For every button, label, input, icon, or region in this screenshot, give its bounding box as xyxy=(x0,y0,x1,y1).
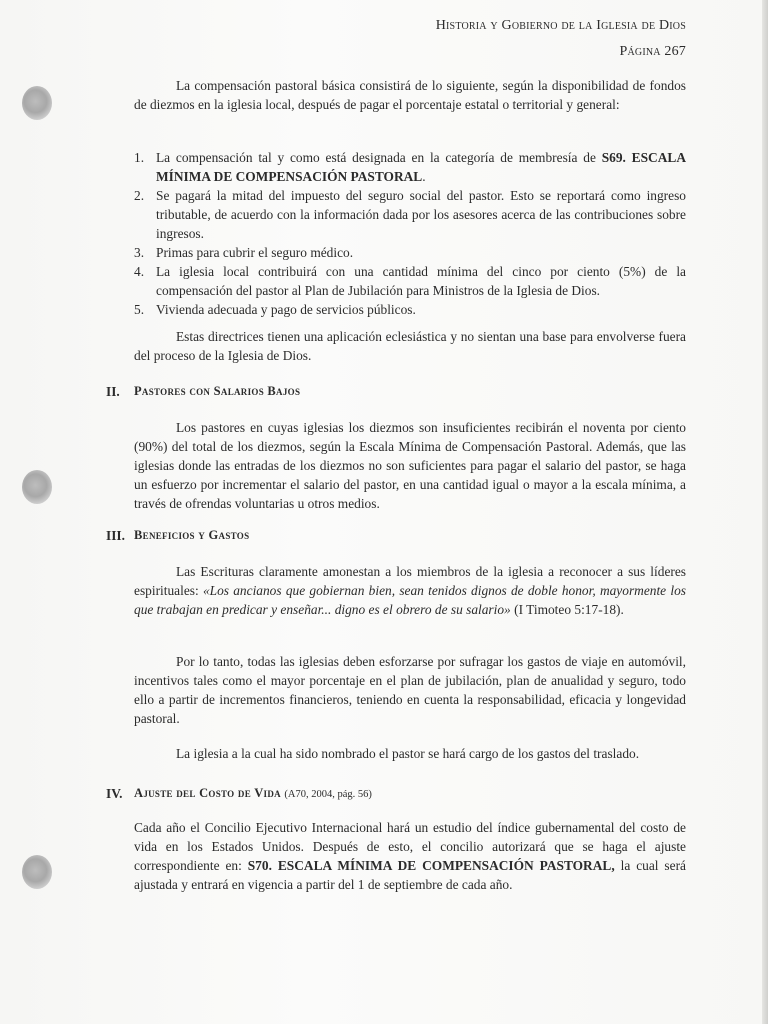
scripture-quote: «Los ancianos que gobiernan bien, sean tenidos dignos de doble honor, mayormente los que trabajan en predicar y enseñar... digno es el obrero de su salario» xyxy=(134,583,686,617)
section-iii-paragraph-2: Por lo tanto, todas las iglesias deben esforzarse por sufragar los gastos de viaje en automóvil, incentivos tales como el mayor porcentaje en el plan de jubilación, plan de anualidad y seguro, todo ello a partir de incrementos financieros, teniendo en cuenta la responsabilidad, eficacia y longevidad pastoral. xyxy=(134,654,686,726)
list-item-bold-reference: S69. ESCALA MÍNIMA DE COMPENSACIÓN PASTORAL xyxy=(156,150,686,184)
page-number: Página 267 xyxy=(619,44,686,59)
compensation-list xyxy=(134,148,686,319)
punch-hole-top xyxy=(22,86,52,120)
list-item: 5. Vivienda adecuada y pago de servicios públicos. xyxy=(134,302,416,317)
punch-hole-bottom xyxy=(22,855,52,889)
section-iii-paragraph-1: Las Escrituras claramente amonestan a los miembros de la iglesia a reconocer a sus líderes espirituales: «Los ancianos que gobiernan bien, sean tenidos dignos de doble honor, mayormente los que trabajan en predicar y enseñar... digno es el obrero de su salario» (I Timoteo 5:17-18). xyxy=(134,564,686,617)
intro-paragraph: La compensación pastoral básica consistirá de lo siguiente, según la disponibilidad de fondos de diezmos en la iglesia local, después de pagar el porcentaje estatal o territorial y general: xyxy=(134,78,686,112)
punch-hole-middle xyxy=(22,470,52,504)
section-iv-paragraph: Cada año el Concilio Ejecutivo Internacional hará un estudio del índice gubernamental del costo de vida en los Estados Unidos. Después de esto, el concilio autorizará que se haga el ajuste correspondiente en: S70. ESCALA MÍNIMA DE COMPENSACIÓN PASTORAL, la cual será ajustada y entrará en vigencia a partir del 1 de septiembre de cada año. xyxy=(134,820,686,892)
section-ii-paragraph: Los pastores en cuyas iglesias los diezmos son insuficientes recibirán el noventa por ciento (90%) del total de los diezmos, según la Escala Mínima de Compensación Pastoral. Además, que las iglesias donde las entradas de los diezmos no son suficientes para pagar el salario del pastor, se haga un esfuerzo por incrementar el salario del pastor, en una cantidad igual o mayor a la escala mínima, a través de ofrendas voluntarias u otros medios. xyxy=(134,420,686,511)
list-item: 4. La iglesia local contribuirá con una cantidad mínima del cinco por ciento (5%) de la compensación del pastor al Plan de Jubilación para Ministros de la Iglesia de Dios. xyxy=(134,264,686,298)
list-item: 1. La compensación tal y como está designada en la categoría de membresía de S69. ESCALA MÍNIMA DE COMPENSACIÓN PASTORAL. xyxy=(134,150,686,184)
document-page: Historia y Gobierno de la Iglesia de Dios Página 267 La compensación pastoral básica consistirá de lo siguiente, según la disponibilidad de fondos de diezmos en la iglesia local, después de pagar el porcentaje estatal o territorial y general: 1. La compensación tal y como está designada en la categoría de membresía de S69. ESCALA MÍNIMA DE COMPENSACIÓN PASTORAL. 2. Se pagará la mitad del impuesto del seguro social del pastor. Esto se reportará como ingreso tributable, de acuerdo con la información dada por los asesores acerca de las contribuciones sobre ingresos. 3. Primas para cubrir el seguro médico. 4. La iglesia local contribuirá con una cantidad mínima del cinco por ciento (5%) de la compensación del pastor al Plan de Jubilación para Ministros de la Iglesia de Dios. 5. Vivienda adecuada y pago de servicios públicos. Estas directrices tienen una aplicación eclesiástica y no sientan una base para envolverse fuera del proceso de la Iglesia de Dios. II. Pastores con Salarios Bajos Los pastores en cuyas iglesias los diezmos son insuficientes recibirán el noventa por ciento (90%) del total de los diezmos, según la Escala Mínima de Compensación Pastoral. Además, que las iglesias donde las entradas de los diezmos no son suficientes para pagar el salario del pastor, se haga un esfuerzo por incrementar el salario del pastor, en una cantidad igual o mayor a la escala mínima, a través de ofrendas voluntarias u otros medios. III. Beneficios y Gastos Las Escrituras claramente amonestan a los miembros de la iglesia a reconocer a sus líderes espirituales: «Los ancianos que gobiernan bien, sean tenidos dignos de doble honor, mayormente los que trabajan en predicar y enseñar... digno es el obrero de su salario» (I Timoteo 5:17-18). Por lo tanto, todas las iglesias deben esforzarse por sufragar los gastos de viaje en automóvil, incentivos tales como el mayor porcentaje en el plan de jubilación, plan de anualidad y seguro, todo ello a partir de incrementos financieros, teniendo en cuenta la responsabilidad, eficacia y longevidad pastoral. La iglesia a la cual ha sido nombrado el pastor se hará cargo de los gastos del traslado. IV. Ajuste del Costo de Vida (A70, 2004, pág. 56) Cada año el Concilio Ejecutivo Internacional hará un estudio del índice gubernamental del costo de vida en los Estados Unidos. Después de esto, el concilio autorizará que se haga el ajuste correspondiente en: S70. ESCALA MÍNIMA DE COMPENSACIÓN PASTORAL, la cual será ajustada y entrará en vigencia a partir del 1 de septiembre de cada año. xyxy=(0,0,768,1024)
list-item: 2. Se pagará la mitad del impuesto del seguro social del pastor. Esto se reportará como ingreso tributable, de acuerdo con la información dada por los asesores acerca de las contribuciones sobre ingresos. xyxy=(134,188,686,241)
directrices-paragraph: Estas directrices tienen una aplicación eclesiástica y no sientan una base para envolverse fuera del proceso de la Iglesia de Dios. xyxy=(134,329,686,363)
section-citation: (A70, 2004, pág. 56) xyxy=(284,789,372,800)
section-iii-paragraph-3: La iglesia a la cual ha sido nombrado el pastor se hará cargo de los gastos del traslado. xyxy=(176,746,640,761)
bold-reference: S70. ESCALA MÍNIMA DE COMPENSACIÓN PASTORAL, xyxy=(247,858,615,873)
page-edge-shadow xyxy=(762,0,768,1024)
running-header-title: Historia y Gobierno de la Iglesia de Dios xyxy=(435,18,686,33)
list-item: 3. Primas para cubrir el seguro médico. xyxy=(134,245,354,260)
